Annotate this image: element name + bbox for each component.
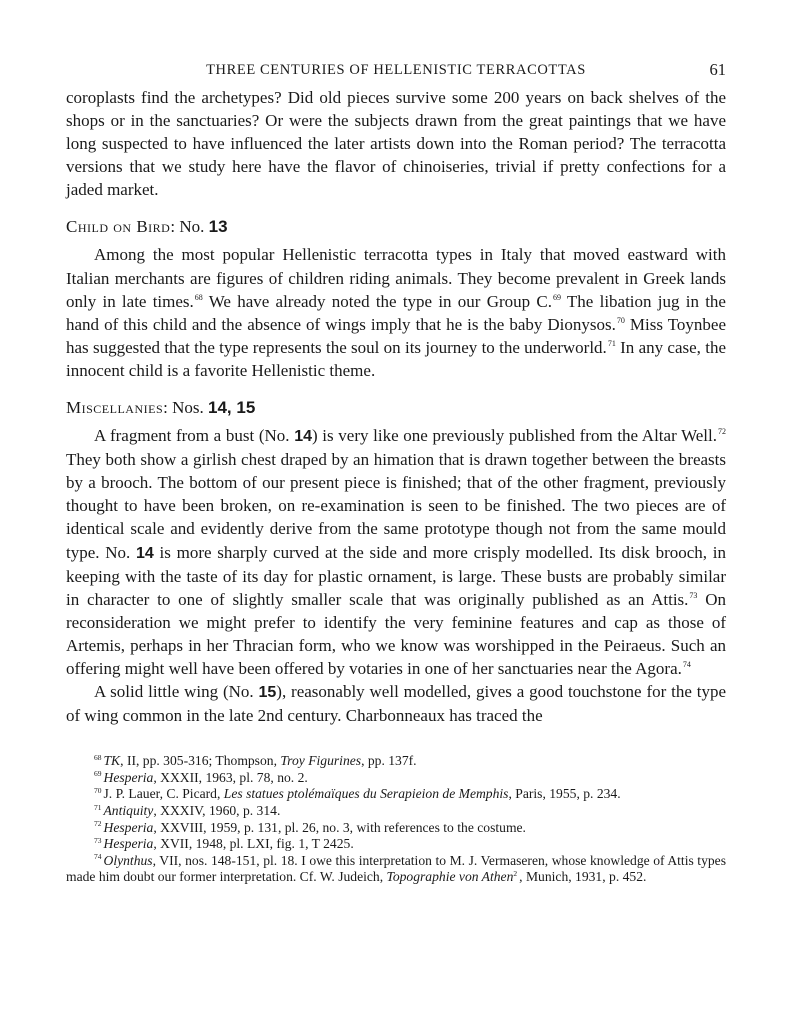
footnote-title: TK <box>103 753 121 769</box>
intro-paragraph: coroplasts find the archetypes? Did old pieces survive some 200 years on back shelves of the shops or in the sanctuaries? Or were the subjects drawn from the great paintings that we have long suspected to have influenced the later artists down into the Roman period? The terracotta versions that we study here have the flavor of chinoiseries, trivial if pretty confections for a jaded market. <box>66 88 726 200</box>
footnote-text: , Paris, 1955, p. 234. <box>508 786 621 802</box>
catalogue-number: 14 <box>136 544 154 562</box>
footnote-text: J. P. Lauer, C. Picard, <box>103 786 224 802</box>
footnote-text: , XXXII, 1963, pl. 78, no. 2. <box>153 769 308 785</box>
footnote-ref[interactable]: 70 <box>616 316 625 326</box>
footnote-title: Troy Figurines <box>280 753 362 769</box>
footnote <box>66 820 726 837</box>
running-head <box>66 60 726 86</box>
footnote-text: , VII, nos. 148-151, pl. 18. I owe this interpretation to M. J. Vermaseren, whose knowledge of Attis types made him doubt our former interpretation. Cf. W. Judeich, <box>66 852 726 885</box>
footnote <box>66 786 726 803</box>
footnote-text: , XVII, 1948, pl. LXI, fig. 1, T 2425. <box>153 836 354 852</box>
footnote-text: , XXXIV, 1960, p. 314. <box>153 803 281 819</box>
footnote-number: 72 <box>94 819 102 829</box>
text-run: A fragment from a bust (No. <box>94 426 295 446</box>
catalogue-number: 15 <box>258 684 277 702</box>
footnote-title: Hesperia <box>103 836 154 852</box>
body-paragraph <box>66 424 726 680</box>
section-heading-miscellanies <box>66 396 726 419</box>
footnote-number: 71 <box>94 802 102 812</box>
catalogue-number: 13 <box>208 217 228 237</box>
footnote <box>66 770 726 787</box>
footnote <box>66 836 726 853</box>
footnote-title: Topographie von Athen <box>386 869 514 885</box>
footnote-title: Hesperia <box>103 769 154 785</box>
text-run: On reconsideration we might prefer to identify the very feminine features and cap as those of Artemis, perhaps in her Thracian form, who we know was worshipped in the Peiraeus. Such an offering might well have been offered by votaries in one of her sanctuaries near the Agora. <box>66 589 726 678</box>
footnotes <box>66 753 726 886</box>
footnote-text: , XXVIII, 1959, p. 131, pl. 26, no. 3, with references to the costume. <box>153 819 526 835</box>
footnote-text: , Munich, 1931, p. 452. <box>519 869 647 885</box>
text-run: Miss Toynbee has suggested that the type represents the soul on its journey to the underworld. <box>66 314 726 357</box>
text-run: Among the most popular Hellenistic terracotta types in Italy that moved eastward with Italian merchants are figures of children riding animals. They become prevalent in Greek lands only in late times. <box>66 245 726 311</box>
footnote-number: 73 <box>94 835 102 845</box>
footnote-title: Les statues ptolémaïques du Serapieion de Memphis <box>223 786 509 802</box>
footnote-ref[interactable]: 68 <box>194 293 203 302</box>
catalogue-number: 14 <box>294 428 312 446</box>
footnote <box>66 853 726 886</box>
page <box>66 60 726 886</box>
footnote-number: 70 <box>94 785 102 795</box>
heading-nos: No. <box>179 217 209 237</box>
edition-superscript: 2 <box>513 868 518 878</box>
text-run: A solid little wing (No. <box>94 682 259 702</box>
section-label: Miscellanies <box>66 398 164 418</box>
page-number: 61 <box>709 60 726 79</box>
text-run: They both show a girlish chest draped by an himation that is drawn together between the breasts by a brooch. The bottom of our present piece is finished; that of the other fragment, previously thought to have been broken, on re-examination is seen to be finished. The two pieces are of identical scale and evidently derive from the same prototype though not from the same mould type. No. <box>66 450 726 562</box>
footnote-ref[interactable]: 74 <box>682 660 691 670</box>
section-heading-child-on-bird <box>66 215 726 238</box>
text-run: ) is very like one previously published from the Altar Well. <box>312 426 717 446</box>
footnote-ref[interactable]: 72 <box>718 427 726 437</box>
body-paragraph <box>66 680 726 727</box>
footnote <box>66 753 726 770</box>
footnote-text: , II, pp. 305-316; Thompson, <box>120 753 281 769</box>
footnote-number: 69 <box>94 769 102 779</box>
catalogue-number: 14, 15 <box>208 398 256 418</box>
text-run: The libation jug in the hand of this child and the absence of wings imply that he is the baby Dionysos. <box>66 291 726 334</box>
text-run: ), reasonably well modelled, gives a good touchstone for the type of wing common in the late 2nd century. Charbonneaux has traced the <box>66 682 726 726</box>
heading-nos: Nos. <box>172 398 209 418</box>
section-label: Child on Bird <box>66 217 171 237</box>
footnote-number: 74 <box>94 852 102 862</box>
footnote-title: Hesperia <box>103 819 154 835</box>
footnote-ref[interactable]: 71 <box>607 339 616 349</box>
heading-colon: : <box>163 398 173 418</box>
footnote-ref[interactable]: 69 <box>552 293 561 302</box>
running-title: THREE CENTURIES OF HELLENISTIC TERRACOTTAS <box>206 62 586 78</box>
footnote-title: Antiquity <box>103 803 154 819</box>
footnote-title: Olynthus <box>103 852 153 868</box>
text-run: In any case, the innocent child is a favorite Hellenistic theme. <box>66 337 727 380</box>
text-run: We have already noted the type in our Group C. <box>202 291 552 311</box>
body-paragraph <box>66 243 726 382</box>
footnote-number: 68 <box>94 752 102 762</box>
footnote-text: , pp. 137f. <box>361 753 417 769</box>
heading-colon: : <box>170 217 180 237</box>
text-run: is more sharply curved at the side and more crisply modelled. Its disk brooch, in keeping with the taste of its day for plastic ornament, is large. These busts are probably similar in character to one of slightly smaller scale that was originally published as an Attis. <box>66 542 727 609</box>
footnote <box>66 803 726 820</box>
footnote-ref[interactable]: 73 <box>689 591 698 601</box>
